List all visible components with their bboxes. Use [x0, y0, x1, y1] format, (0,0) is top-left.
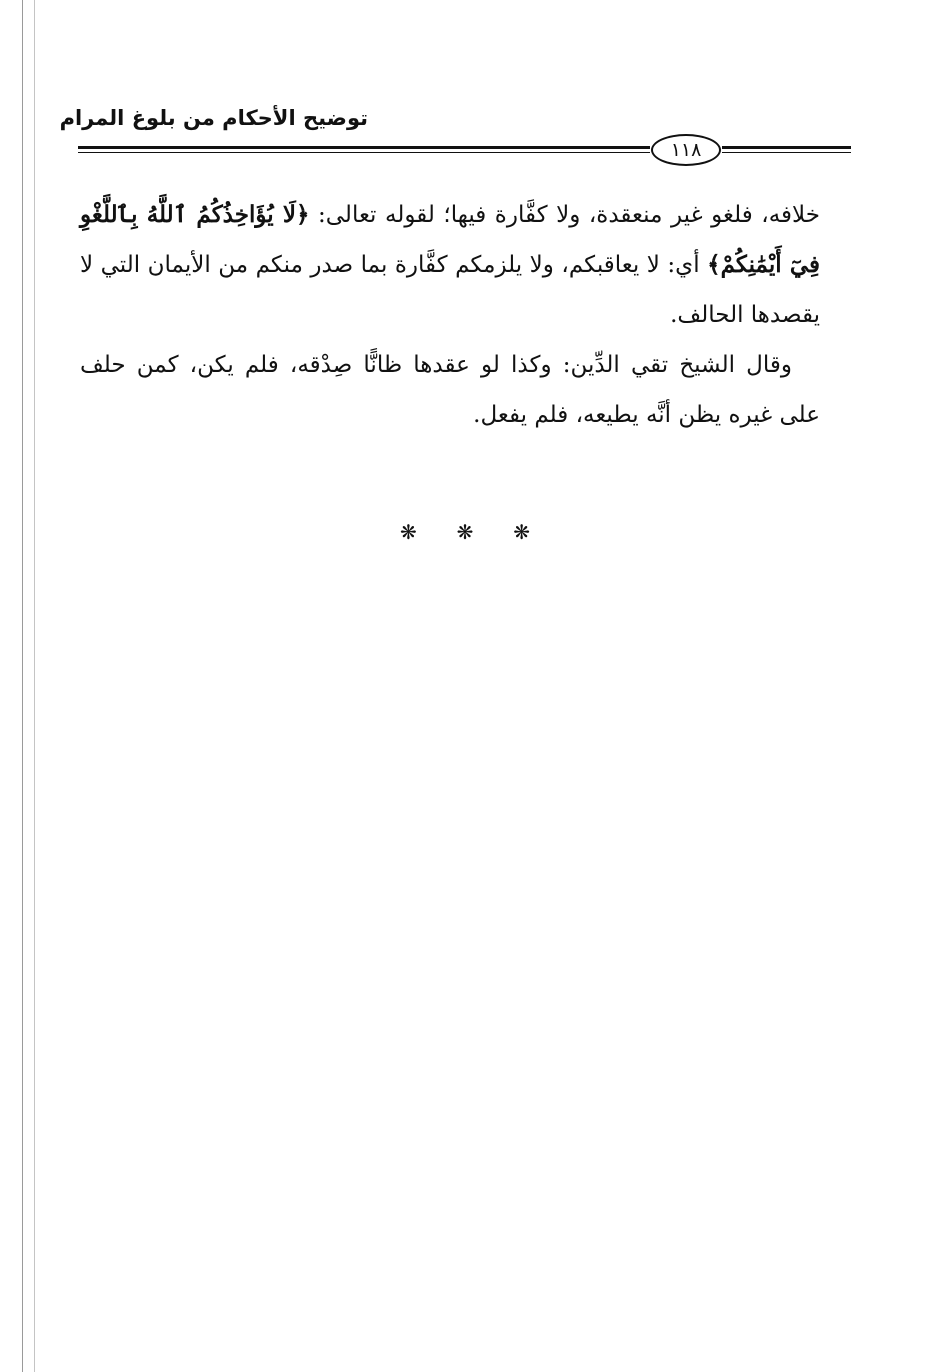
paragraph-1 — [80, 190, 820, 340]
section-divider — [400, 520, 530, 544]
divider-asterism-icon: ❋ — [456, 520, 474, 544]
header-rule-right-thin — [722, 152, 851, 153]
page-edge-line — [22, 0, 23, 1372]
header-rule-right — [722, 146, 851, 149]
page-edge-line-inner — [34, 0, 35, 1372]
paragraph-1-intro: خلافه، فلغو غير منعقدة، ولا كفَّارة فيها؛ لقوله تعالى: — [309, 202, 820, 228]
paragraph-2: وقال الشيخ تقي الدِّين: وكذا لو عقدها ظانًّا صِدْقه، فلم يكن، كمن حلف على غيره يظن أنَّه يطيعه، فلم يفعل. — [80, 352, 820, 428]
header-rule-left — [78, 146, 650, 149]
running-header-title: توضيح الأحكام من بلوغ المرام — [59, 106, 368, 130]
quran-verse: ﴿لَا يُؤَاخِذُكُمُ ٱللَّهُ بِٱللَّغْوِ فِيٓ أَيْمَٰنِكُمْ﴾ — [80, 201, 821, 278]
page-number: ١١٨ — [651, 134, 721, 166]
header-rule-left-thin — [78, 152, 650, 153]
paragraph-1-explanation: أي: لا يعاقبكم، ولا يلزمكم كفَّارة بما صدر منكم من الأيمان التي لا يقصدها الحالف. — [80, 252, 820, 328]
divider-asterism-icon: ❋ — [513, 520, 530, 544]
body-text — [80, 190, 820, 440]
divider-asterism-icon: ❋ — [400, 520, 417, 544]
